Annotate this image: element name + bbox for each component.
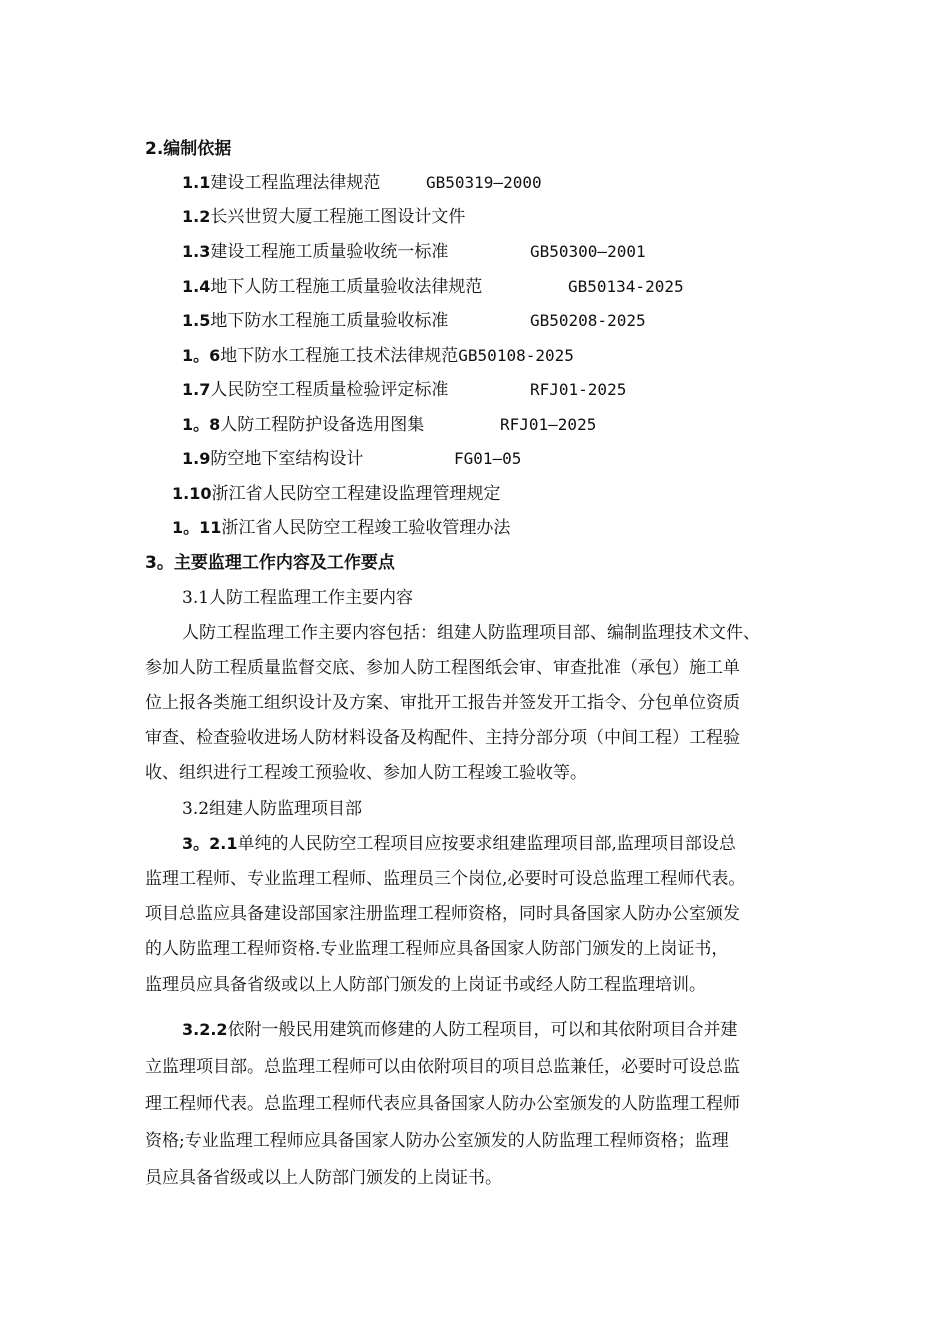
standard-code: GB50319—2000 [426,173,542,192]
standard-code: GB50108-2025 [458,346,574,365]
list-item [182,309,448,333]
standard-code: RFJ01-2025 [530,380,627,399]
item-number: 1.5 [182,311,211,330]
standard-code: FG01—05 [454,449,522,468]
item-title: 浙江省人民防空工程竣工验收管理办法 [221,518,511,538]
clause-number: 3.2.2 [182,1020,228,1039]
section-3-heading: 3。主要监理工作内容及工作要点 [145,553,395,573]
paragraph-line: 的人防监理工程师资格.专业监理工程师应具备国家人防部门颁发的上岗证书， [145,939,729,959]
item-title: 浙江省人民防空工程建设监理管理规定 [211,484,501,504]
list-item [182,205,465,229]
list-item [182,413,424,437]
subsection-3-1-heading: 3.1人防工程监理工作主要内容 [182,588,414,608]
item-title: 地下防水工程施工技术法律规范 [220,346,459,366]
item-title: 防空地下室结构设计 [210,449,364,469]
paragraph-line: 监理工程师、专业监理工程师、监理员三个岗位,必要时可设总监理工程师代表。 [145,869,746,889]
item-title: 建设工程监理法律规范 [210,173,381,193]
item-number: 1.9 [182,449,211,468]
standard-code: GB50134-2025 [568,277,684,296]
item-title: 人防工程防护设备选用图集 [220,415,425,435]
paragraph-line [182,1018,738,1042]
item-title: 人民防空工程质量检验评定标准 [210,380,449,400]
standard-code: RFJ01—2025 [500,415,597,434]
paragraph-line [182,832,736,856]
paragraph-line: 位上报各类施工组织设计及方案、审批开工报告并签发开工指令、分包单位资质 [145,693,740,713]
standard-code: GB50300—2001 [530,242,646,261]
item-number: 1。6 [182,346,221,365]
item-title: 地下防水工程施工质量验收标准 [210,311,449,331]
list-item [172,482,500,506]
list-item [182,447,363,471]
paragraph-line: 审查、检查验收进场人防材料设备及构配件、主持分部分项（中间工程）工程验 [145,728,740,748]
item-number: 1.7 [182,380,211,399]
paragraph-line: 监理员应具备省级或以上人防部门颁发的上岗证书或经人防工程监理培训。 [145,975,706,995]
item-title: 长兴世贸大厦工程施工图设计文件 [210,207,466,227]
item-title: 建设工程施工质量验收统一标准 [210,242,449,262]
clause-text: 单纯的人民防空工程项目应按要求组建监理项目部,监理项目部设总 [237,834,736,854]
item-number: 1.1 [182,173,211,192]
list-item [182,275,482,299]
standard-code: GB50208-2025 [530,311,646,330]
item-number: 1.10 [172,484,212,503]
paragraph-line: 项目总监应具备建设部国家注册监理工程师资格，同时具备国家人防办公室颁发 [145,904,740,924]
paragraph-line: 立监理项目部。总监理工程师可以由依附项目的项目总监兼任，必要时可设总监 [145,1057,740,1077]
subsection-3-2-heading: 3.2组建人防监理项目部 [182,799,363,819]
clause-number: 3。2.1 [182,834,238,853]
item-number: 1.4 [182,277,211,296]
list-item [172,516,510,540]
item-number: 1.2 [182,207,211,226]
list-item [182,171,380,195]
paragraph-line: 人防工程监理工作主要内容包括：组建人防监理项目部、编制监理技术文件、 [182,623,760,643]
list-item [182,344,574,368]
section-2-heading: 2.编制依据 [145,139,232,159]
item-number: 1.3 [182,242,211,261]
paragraph-line: 员应具备省级或以上人防部门颁发的上岗证书。 [145,1168,502,1188]
item-number: 1。11 [172,518,222,537]
paragraph-line: 参加人防工程质量监督交底、参加人防工程图纸会审、审查批准（承包）施工单 [145,658,740,678]
paragraph-line: 资格;专业监理工程师应具备国家人防办公室颁发的人防监理工程师资格；监理 [145,1131,729,1151]
clause-text: 依附一般民用建筑而修建的人防工程项目，可以和其依附项目合并建 [227,1020,738,1040]
item-number: 1。8 [182,415,221,434]
list-item [182,378,448,402]
item-title: 地下人防工程施工质量验收法律规范 [210,277,483,297]
paragraph-line: 理工程师代表。总监理工程师代表应具备国家人防办公室颁发的人防监理工程师 [145,1094,740,1114]
list-item [182,240,448,264]
paragraph-line: 收、组织进行工程竣工预验收、参加人防工程竣工验收等。 [145,763,587,783]
